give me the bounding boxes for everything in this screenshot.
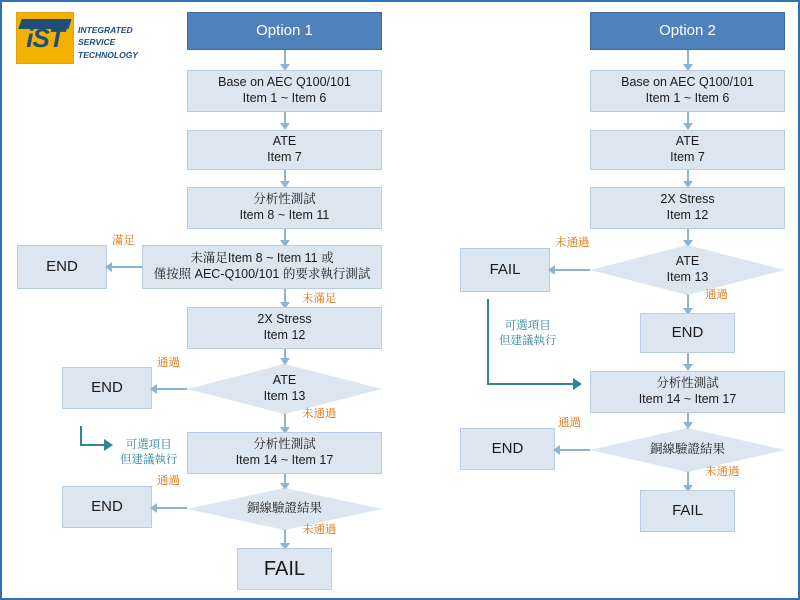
o2-node-ate-7-line1: ATE (675, 134, 700, 149)
o1-label-fail-1: 未通過 (302, 408, 337, 420)
o1-node-2x-stress-line1: 2X Stress (257, 312, 312, 327)
o2-label-fail-2: 未通過 (705, 466, 740, 478)
o2-decision-copper-wire-label (590, 428, 785, 472)
o2-fail-terminal: FAIL (640, 490, 735, 532)
o2-end-pass-ate13: END (640, 313, 735, 353)
o1-label-pass-2: 通過 (157, 475, 180, 487)
o1-label-satisfied: 滿足 (112, 235, 135, 247)
o1-optional-arrow (104, 439, 113, 451)
o2-decision-ate-13-line2: Item 13 (666, 270, 709, 284)
option2-header: Option 2 (590, 12, 785, 50)
o2-end-pass-copper: END (460, 428, 555, 470)
o1-end-pass-ate13: END (62, 367, 152, 409)
o1-node-analysis-8-11-line2: Item 8 ~ Item 11 (239, 208, 330, 222)
o1-connector-pass1 (152, 388, 187, 390)
o1-optional-label-line1: 可選項目 (125, 439, 172, 451)
o2-optional-line-horizontal (487, 383, 575, 385)
o1-node-base-aec (187, 70, 382, 112)
company-logo (16, 12, 166, 64)
o2-label-pass-2: 通過 (558, 417, 581, 429)
logo-company-name (78, 24, 168, 61)
o1-node-analysis-8-11 (187, 187, 382, 229)
o1-label-unsatisfied: 未滿足 (302, 293, 337, 305)
o2-decision-copper-wire-text: 銅線驗證結果 (649, 442, 725, 457)
logo-company-line-2: SERVICE (78, 37, 116, 48)
o2-arrow-pass2 (553, 445, 560, 455)
o1-arrow-satisfied (105, 262, 112, 272)
o1-label-pass-1: 通過 (157, 357, 180, 369)
o2-node-2x-stress (590, 187, 785, 229)
logo-company-line-3: TECHNOLOGY (78, 49, 138, 60)
o2-decision-copper-wire (590, 428, 785, 472)
o1-node-ate-7 (187, 130, 382, 170)
o1-node-ate-7-line2: Item 7 (267, 150, 302, 164)
logo-mark (16, 12, 74, 64)
o2-node-analysis-14-17 (590, 371, 785, 413)
o2-decision-ate-13-line1: ATE (675, 254, 700, 269)
o1-node-2x-stress (187, 307, 382, 349)
o1-arrow-pass2 (150, 503, 157, 513)
o2-node-ate-7-line2: Item 7 (670, 150, 705, 164)
o1-node-unsatisfied-line1: 未滿足Item 8 ~ Item 11 或 (190, 251, 334, 266)
o2-node-2x-stress-line1: 2X Stress (660, 192, 715, 207)
o1-end-satisfied: END (17, 245, 107, 289)
o1-optional-line-vertical (80, 426, 82, 446)
o2-node-base-aec (590, 70, 785, 112)
o2-decision-ate-13-label (590, 245, 785, 295)
o2-node-base-aec-line1: Base on AEC Q100/101 (621, 75, 754, 90)
logo-monogram: iST (26, 22, 64, 53)
o1-decision-ate-13-line2: Item 13 (263, 389, 306, 403)
option1-header: Option 1 (187, 12, 382, 50)
o2-optional-line-vertical (487, 299, 489, 385)
o1-node-analysis-14-17-line2: Item 14 ~ Item 17 (235, 453, 334, 467)
o2-node-ate-7 (590, 130, 785, 170)
o1-node-unsatisfied-line2: 僅按照 AEC-Q100/101 的要求執行測試 (153, 267, 371, 281)
o2-arrow-6 (683, 364, 693, 371)
o1-connector-pass2 (152, 507, 187, 509)
o2-arrow-fail1 (548, 265, 555, 275)
o1-node-unsatisfied-condition (142, 245, 382, 289)
o2-optional-label (499, 319, 557, 349)
o2-node-analysis-14-17-line2: Item 14 ~ Item 17 (638, 392, 737, 406)
o2-fail-ate13: FAIL (460, 248, 550, 292)
o1-optional-label-line2: 但建議執行 (120, 453, 178, 466)
logo-company-line-1: INTEGRATED (78, 25, 133, 35)
o1-optional-label (120, 438, 178, 468)
o1-decision-ate-13-label (187, 364, 382, 414)
o2-label-fail-1: 未通過 (555, 237, 590, 249)
o1-node-ate-7-line1: ATE (272, 134, 297, 149)
o1-decision-copper-wire-text: 銅線驗證結果 (246, 501, 322, 516)
o2-connector-fail1 (550, 269, 590, 271)
o1-decision-ate-13-line1: ATE (272, 373, 297, 388)
o1-node-analysis-14-17 (187, 432, 382, 474)
o2-node-2x-stress-line2: Item 12 (666, 208, 709, 222)
o2-label-pass-1: 通過 (705, 289, 728, 301)
o1-node-analysis-8-11-line1: 分析性測試 (253, 192, 316, 207)
o1-arrow-pass1 (150, 384, 157, 394)
o1-label-fail-2: 未通過 (302, 524, 337, 536)
o2-decision-ate-13 (590, 245, 785, 295)
o2-connector-pass2 (555, 449, 590, 451)
o1-connector-satisfied (107, 266, 142, 268)
o1-decision-copper-wire-label (187, 488, 382, 530)
o1-node-base-aec-line2: Item 1 ~ Item 6 (242, 91, 327, 105)
o1-decision-ate-13 (187, 364, 382, 414)
o1-node-analysis-14-17-line1: 分析性測試 (253, 437, 316, 452)
o1-fail-terminal: FAIL (237, 548, 332, 590)
o2-optional-arrow (573, 378, 582, 390)
o1-arrow-2 (280, 123, 290, 130)
o2-node-base-aec-line2: Item 1 ~ Item 6 (645, 91, 730, 105)
o1-decision-copper-wire (187, 488, 382, 530)
o1-optional-line-horizontal (80, 444, 106, 446)
o2-optional-label-line1: 可選項目 (504, 320, 551, 332)
o2-optional-label-line2: 但建議執行 (499, 334, 557, 347)
o2-arrow-2 (683, 123, 693, 130)
o1-node-base-aec-line1: Base on AEC Q100/101 (218, 75, 351, 90)
o1-node-2x-stress-line2: Item 12 (263, 328, 306, 342)
o1-end-pass-copper: END (62, 486, 152, 528)
o2-node-analysis-14-17-line1: 分析性測試 (656, 376, 719, 391)
